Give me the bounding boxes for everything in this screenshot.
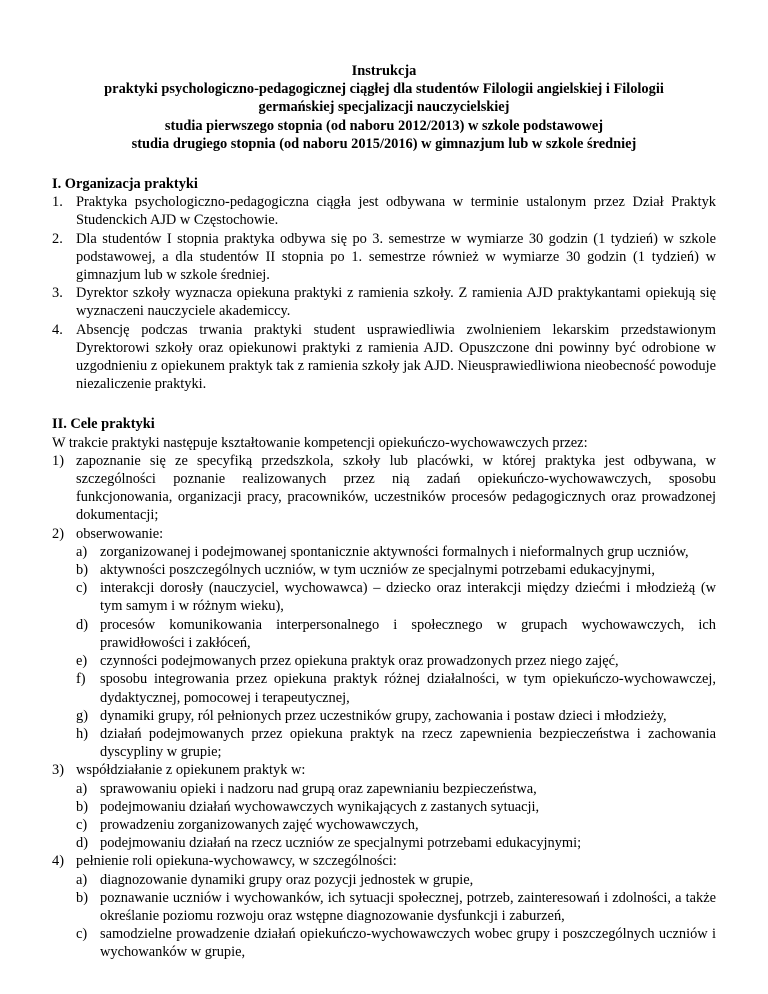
- section-heading-organizacja: I. Organizacja praktyki: [52, 176, 198, 193]
- sublist-marker: c): [76, 816, 88, 833]
- title-line-5: studia drugiego stopnia (od naboru 2015/2016) w gimnazjum lub w szkole średniej: [131, 135, 637, 152]
- sublist-marker: g): [76, 707, 88, 724]
- document-title: [52, 62, 716, 153]
- list-marker: 2.: [52, 230, 63, 247]
- cele-list-obserwowanie: [52, 525, 716, 543]
- sublist-item: [52, 707, 716, 725]
- list-marker: 4.: [52, 321, 63, 338]
- sublist-marker: d): [76, 616, 88, 633]
- sublist-item: [52, 780, 716, 798]
- sublist-item-text: sposobu integrowania przez opiekuna praktyk różnej działalności, w tym opiekuńczo-wychowawczej, dydaktycznej, pomocowej i terapeutycznej,: [100, 671, 716, 706]
- section-intro: W trakcie praktyki następuje kształtowanie kompetencji opiekuńczo-wychowawczych przez:: [52, 434, 588, 451]
- sublist-item: [52, 543, 716, 561]
- sublist-item: [52, 816, 716, 834]
- sublist-item: [52, 871, 716, 889]
- section-heading-cele: II. Cele praktyki: [52, 416, 155, 433]
- list-item-text: Dyrektor szkoły wyznacza opiekuna praktyki z ramienia szkoły. Z ramienia AJD praktykantami opiekują się wyznaczeni nauczyciele akademiccy.: [76, 285, 716, 320]
- sublist-item-text: podejmowaniu działań wychowawczych wynikających z zastanych sytuacji,: [100, 798, 540, 815]
- sublist-item: [52, 889, 716, 925]
- sublist-item: [52, 579, 716, 615]
- sublist-item-text: działań podejmowanych przez opiekuna praktyk na rzecz zapewnienia bezpieczeństwa i zachowania dyscypliny w grupie;: [100, 725, 716, 761]
- list-marker: 3): [52, 762, 64, 779]
- sublist-item-text: poznawanie uczniów i wychowanków, ich sytuacji społecznej, potrzeb, zainteresowań i zdolności, a także określanie poziomu rozwoju oraz wstępne diagnozowanie dysfunkcji i zaburzeń,: [100, 889, 716, 924]
- cele-list: [52, 452, 716, 525]
- list-marker: 4): [52, 853, 64, 870]
- list-item-text: pełnienie roli opiekuna-wychowawcy, w szczególności:: [76, 853, 397, 870]
- list-item-text: współdziałanie z opiekunem praktyk w:: [76, 762, 306, 779]
- sublist-item: [52, 616, 716, 652]
- sublist-item-text: samodzielne prowadzenie działań opiekuńczo-wychowawczych wobec grupy i poszczególnych uczniów i wychowanków w grupie,: [100, 926, 716, 961]
- list-item: [52, 321, 716, 394]
- title-line-1: Instrukcja: [351, 63, 417, 79]
- list-item: [52, 452, 716, 525]
- sublist-marker: h): [76, 725, 88, 742]
- sublist-item-text: procesów komunikowania interpersonalnego i społecznego w grupach wychowawczych, ich prawidłowości i zakłóceń,: [100, 616, 716, 651]
- list-marker: 1.: [52, 194, 63, 211]
- list-marker: 3.: [52, 285, 63, 302]
- sublist-item: [52, 561, 716, 579]
- sublist-marker: a): [76, 871, 88, 888]
- list-item-text: Praktyka psychologiczno-pedagogiczna ciągła jest odbywana w terminie ustalonym przez Dział Praktyk Studenckich AJD w Częstochowie.: [76, 194, 716, 229]
- rola-sublist: [52, 871, 716, 962]
- cele-list-wspoldzialanie: [52, 761, 716, 779]
- sublist-marker: c): [76, 926, 88, 943]
- sublist-marker: a): [76, 543, 88, 560]
- list-item-text: Absencję podczas trwania praktyki student usprawiedliwia zwolnieniem lekarskim przedstawionym Dyrektorowi szkoły oraz opiekunowi praktyki z ramienia AJD. Opuszczone dni powinny być odrobione w uzgodnieniu z opiekunem praktyk tak z ramienia szkoły jak AJD. Nieusprawiedliwiona nieobecność powoduje niezaliczenie praktyki.: [76, 321, 716, 393]
- sublist-marker: d): [76, 835, 88, 852]
- sublist-item-text: prowadzeniu zorganizowanych zajęć wychowawczych,: [100, 816, 419, 833]
- sublist-item-text: podejmowaniu działań na rzecz uczniów ze specjalnymi potrzebami edukacyjnymi;: [100, 835, 582, 852]
- obserwowanie-sublist: [52, 543, 716, 761]
- sublist-item: [52, 725, 716, 761]
- sublist-marker: b): [76, 562, 88, 579]
- sublist-marker: e): [76, 653, 88, 670]
- list-item: [52, 230, 716, 285]
- title-line-2: praktyki psychologiczno-pedagogicznej ciągłej dla studentów Filologii angielskiej i Filologii: [104, 81, 664, 98]
- organizacja-list: [52, 193, 716, 393]
- sublist-item-text: zorganizowanej i podejmowanej spontanicznie aktywności formalnych i nieformalnych grup uczniów,: [100, 543, 689, 560]
- sublist-item-text: interakcji dorosły (nauczyciel, wychowawca) – dziecko oraz interakcji między dziećmi i młodzieżą (w tym samym i w różnym wieku),: [100, 580, 716, 615]
- sublist-item: [52, 652, 716, 670]
- list-marker: 2): [52, 525, 64, 542]
- sublist-marker: b): [76, 798, 88, 815]
- list-item-text: obserwowanie:: [76, 525, 164, 542]
- list-item: [52, 193, 716, 229]
- title-line-3: germańskiej specjalizacji nauczycielskiej: [258, 99, 510, 116]
- sublist-item-text: sprawowaniu opieki i nadzoru nad grupą oraz zapewnianiu bezpieczeństwa,: [100, 780, 537, 797]
- sublist-marker: a): [76, 780, 88, 797]
- sublist-item-text: dynamiki grupy, ról pełnionych przez uczestników grupy, zachowania i postaw dzieci i młodzieży,: [100, 707, 667, 724]
- sublist-item: [52, 834, 716, 852]
- list-item-text: zapoznanie się ze specyfiką przedszkola, szkoły lub placówki, w której praktyka jest odbywana, w szczególności poznanie realizowanych przez nią zadań opiekuńczo-wychowawczych, sposobu funkcjonowania, organizacji pracy, pracowników, uczestników procesów pedagogicznych oraz prowadzonej dokumentacji;: [76, 452, 716, 524]
- list-item-text: Dla studentów I stopnia praktyka odbywa się po 3. semestrze w wymiarze 30 godzin (1 tydzień) w szkole podstawowej, a dla studentów II stopnia po 1. semestrze również w wymiarze 30 godzin (1 tydzień) w gimnazjum lub w szkole średniej.: [76, 230, 716, 284]
- sublist-item: [52, 798, 716, 816]
- list-item: [52, 852, 716, 870]
- list-item: [52, 284, 716, 320]
- sublist-item-text: czynności podejmowanych przez opiekuna praktyk oraz prowadzonych przez niego zajęć,: [100, 653, 619, 670]
- sublist-item: [52, 925, 716, 961]
- sublist-marker: b): [76, 889, 88, 906]
- cele-list-rola: [52, 852, 716, 870]
- list-item: [52, 525, 716, 543]
- title-line-4: studia pierwszego stopnia (od naboru 2012/2013) w szkole podstawowej: [164, 117, 604, 134]
- list-item: [52, 761, 716, 779]
- wspoldzialanie-sublist: [52, 780, 716, 853]
- list-marker: 1): [52, 452, 64, 469]
- sublist-marker: f): [76, 671, 86, 688]
- sublist-item-text: aktywności poszczególnych uczniów, w tym uczniów ze specjalnymi potrzebami edukacyjnymi,: [100, 562, 655, 579]
- sublist-item: [52, 670, 716, 706]
- sublist-item-text: diagnozowanie dynamiki grupy oraz pozycji jednostek w grupie,: [100, 871, 474, 888]
- sublist-marker: c): [76, 580, 88, 597]
